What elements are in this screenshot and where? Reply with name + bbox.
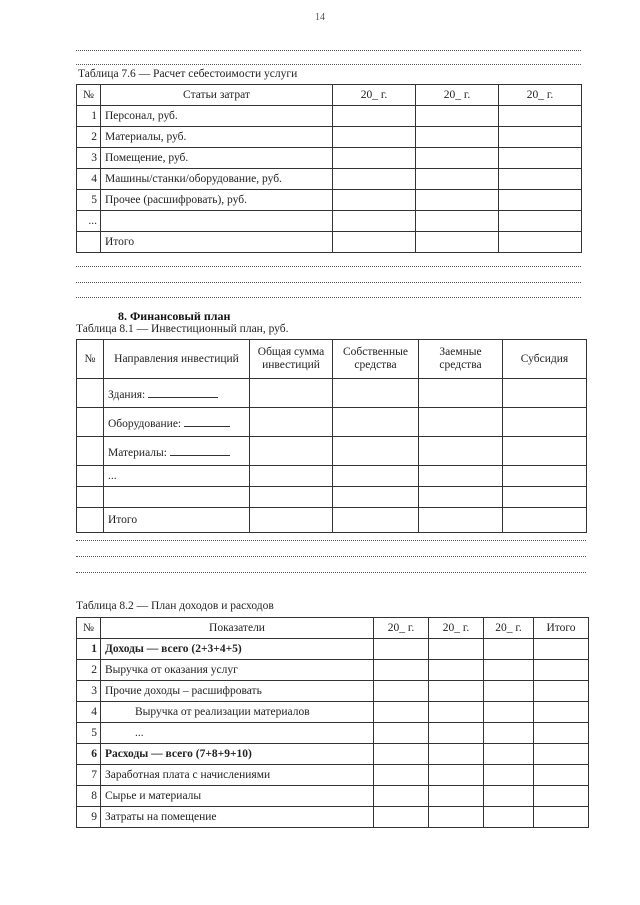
row-label[interactable]: ... (101, 723, 374, 744)
row-label: Персонал, руб. (101, 106, 333, 127)
input-cell[interactable] (534, 807, 589, 828)
row-label-text: Оборудование: (108, 417, 182, 430)
col-header-number: № (77, 340, 104, 379)
input-cell[interactable] (429, 660, 484, 681)
input-cell[interactable] (499, 232, 582, 253)
fill-line (76, 556, 586, 557)
table-row (77, 807, 589, 828)
row-label: Выручка от реализации материалов (101, 702, 374, 723)
input-cell[interactable] (250, 408, 333, 437)
col-header-total: Итого (534, 618, 589, 639)
row-number: 2 (77, 127, 101, 148)
input-cell[interactable] (374, 765, 429, 786)
fill-line (76, 266, 581, 267)
input-cell[interactable] (503, 508, 587, 533)
input-cell[interactable] (484, 765, 534, 786)
input-cell[interactable] (503, 379, 587, 408)
row-number: 4 (77, 702, 101, 723)
row-number: 6 (77, 744, 101, 765)
input-cell[interactable] (250, 508, 333, 533)
row-label-text: Материалы: (108, 446, 167, 459)
row-label[interactable]: ... (104, 466, 250, 487)
table-row (77, 379, 587, 408)
table-row-total (77, 508, 587, 533)
input-cell[interactable] (416, 106, 499, 127)
input-cell[interactable] (429, 681, 484, 702)
col-header-investment-directions: Направления инвестиций (104, 340, 250, 379)
table-row (77, 639, 589, 660)
row-label: Заработная плата с начислениями (101, 765, 374, 786)
row-label[interactable] (101, 211, 333, 232)
fill-line (76, 540, 586, 541)
blank-line[interactable] (184, 415, 230, 427)
row-label: Помещение, руб. (101, 148, 333, 169)
row-number: 5 (77, 190, 101, 211)
input-cell[interactable] (333, 106, 416, 127)
input-cell[interactable] (333, 508, 419, 533)
row-number: 9 (77, 807, 101, 828)
row-number: 7 (77, 765, 101, 786)
input-cell[interactable] (333, 211, 416, 232)
table-row (77, 744, 589, 765)
input-cell[interactable] (333, 148, 416, 169)
row-number: 2 (77, 660, 101, 681)
input-cell[interactable] (374, 744, 429, 765)
input-cell[interactable] (499, 190, 582, 211)
input-cell[interactable] (534, 765, 589, 786)
table-8-2-caption: Таблица 8.2 — План доходов и расходов (76, 600, 274, 612)
row-number: 8 (77, 786, 101, 807)
input-cell[interactable] (416, 232, 499, 253)
section-heading: 8. Финансовый план (118, 309, 231, 323)
input-cell[interactable] (333, 466, 419, 487)
row-label: Прочие доходы – расшифровать (101, 681, 374, 702)
input-cell[interactable] (250, 379, 333, 408)
input-cell[interactable] (419, 437, 503, 466)
row-number (77, 466, 104, 487)
input-cell[interactable] (484, 639, 534, 660)
fill-line (76, 282, 581, 283)
table-header-row (77, 618, 589, 639)
col-header-number: № (77, 85, 101, 106)
row-label: Сырье и материалы (101, 786, 374, 807)
input-cell[interactable] (374, 723, 429, 744)
table-row (77, 487, 587, 508)
input-cell[interactable] (374, 639, 429, 660)
row-label (104, 437, 250, 466)
input-cell[interactable] (499, 169, 582, 190)
input-cell[interactable] (419, 487, 503, 508)
table-header-row (77, 85, 582, 106)
input-cell[interactable] (333, 232, 416, 253)
input-cell[interactable] (416, 211, 499, 232)
input-cell[interactable] (333, 379, 419, 408)
input-cell[interactable] (416, 127, 499, 148)
input-cell[interactable] (419, 508, 503, 533)
col-header-cost-items: Статьи затрат (101, 85, 333, 106)
input-cell[interactable] (250, 487, 333, 508)
row-label: Выручка от оказания услуг (101, 660, 374, 681)
input-cell[interactable] (484, 807, 534, 828)
row-label: Итого (104, 508, 250, 533)
input-cell[interactable] (374, 786, 429, 807)
table-7-6-caption: Таблица 7.6 — Расчет себестоимости услуги (78, 68, 298, 80)
col-header-indicators: Показатели (101, 618, 374, 639)
input-cell[interactable] (429, 639, 484, 660)
row-number: ... (77, 211, 101, 232)
col-header-subsidy: Субсидия (503, 340, 587, 379)
input-cell[interactable] (484, 744, 534, 765)
input-cell[interactable] (499, 211, 582, 232)
table-8-2 (76, 617, 589, 828)
input-cell[interactable] (429, 702, 484, 723)
fill-line (76, 50, 581, 51)
table-row (77, 106, 582, 127)
input-cell[interactable] (333, 190, 416, 211)
row-number (77, 437, 104, 466)
input-cell[interactable] (333, 437, 419, 466)
table-row (77, 408, 587, 437)
col-header-year: 20_ г. (416, 85, 499, 106)
input-cell[interactable] (429, 807, 484, 828)
blank-line[interactable] (170, 444, 230, 456)
table-row (77, 169, 582, 190)
col-header-total-investment: Общая сумма инвестиций (250, 340, 333, 379)
table-8-1-caption: Таблица 8.1 — Инвестиционный план, руб. (76, 323, 289, 335)
input-cell[interactable] (484, 723, 534, 744)
input-cell[interactable] (374, 660, 429, 681)
input-cell[interactable] (429, 744, 484, 765)
input-cell[interactable] (499, 127, 582, 148)
input-cell[interactable] (429, 723, 484, 744)
table-row (77, 702, 589, 723)
input-cell[interactable] (419, 408, 503, 437)
input-cell[interactable] (534, 744, 589, 765)
table-row (77, 190, 582, 211)
row-number: 3 (77, 148, 101, 169)
fill-line (76, 64, 581, 65)
input-cell[interactable] (416, 148, 499, 169)
row-label-text: Здания: (108, 388, 146, 401)
table-row (77, 148, 582, 169)
table-header-row (77, 340, 587, 379)
input-cell[interactable] (374, 702, 429, 723)
row-number: 1 (77, 639, 101, 660)
input-cell[interactable] (333, 169, 416, 190)
row-label: Доходы — всего (2+3+4+5) (101, 639, 374, 660)
col-header-year: 20_ г. (429, 618, 484, 639)
table-row (77, 723, 589, 744)
input-cell[interactable] (499, 148, 582, 169)
input-cell[interactable] (484, 660, 534, 681)
input-cell[interactable] (484, 702, 534, 723)
col-header-number: № (77, 618, 101, 639)
table-row (77, 466, 587, 487)
page-number: 14 (315, 12, 325, 23)
row-number (77, 232, 101, 253)
input-cell[interactable] (534, 639, 589, 660)
col-header-year: 20_ г. (333, 85, 416, 106)
input-cell[interactable] (333, 127, 416, 148)
input-cell[interactable] (503, 437, 587, 466)
table-row (77, 127, 582, 148)
table-row (77, 211, 582, 232)
col-header-year: 20_ г. (374, 618, 429, 639)
table-row (77, 786, 589, 807)
row-label: Прочее (расшифровать), руб. (101, 190, 333, 211)
row-label: Итого (101, 232, 333, 253)
input-cell[interactable] (333, 487, 419, 508)
fill-line (76, 297, 581, 298)
input-cell[interactable] (250, 466, 333, 487)
table-row (77, 765, 589, 786)
row-label (104, 379, 250, 408)
row-number: 4 (77, 169, 101, 190)
table-row-total (77, 232, 582, 253)
table-row (77, 660, 589, 681)
row-label: Материалы, руб. (101, 127, 333, 148)
input-cell[interactable] (484, 786, 534, 807)
input-cell[interactable] (503, 466, 587, 487)
col-header-year: 20_ г. (484, 618, 534, 639)
row-number (77, 379, 104, 408)
input-cell[interactable] (416, 190, 499, 211)
input-cell[interactable] (419, 379, 503, 408)
input-cell[interactable] (416, 169, 499, 190)
input-cell[interactable] (534, 723, 589, 744)
table-8-1 (76, 339, 587, 533)
col-header-year: 20_ г. (499, 85, 582, 106)
row-number: 3 (77, 681, 101, 702)
input-cell[interactable] (534, 660, 589, 681)
input-cell[interactable] (429, 765, 484, 786)
input-cell[interactable] (250, 437, 333, 466)
input-cell[interactable] (333, 408, 419, 437)
table-row (77, 681, 589, 702)
input-cell[interactable] (419, 466, 503, 487)
input-cell[interactable] (429, 786, 484, 807)
row-label[interactable] (104, 487, 250, 508)
fill-line (76, 572, 586, 573)
input-cell[interactable] (499, 106, 582, 127)
row-number: 5 (77, 723, 101, 744)
table-row (77, 437, 587, 466)
blank-line[interactable] (148, 386, 218, 398)
input-cell[interactable] (534, 786, 589, 807)
row-number: 1 (77, 106, 101, 127)
row-label: Машины/станки/оборудование, руб. (101, 169, 333, 190)
input-cell[interactable] (484, 681, 534, 702)
row-label (104, 408, 250, 437)
input-cell[interactable] (534, 702, 589, 723)
row-label: Затраты на помещение (101, 807, 374, 828)
input-cell[interactable] (503, 408, 587, 437)
input-cell[interactable] (374, 681, 429, 702)
row-number (77, 487, 104, 508)
col-header-borrowed-funds: Заемные средства (419, 340, 503, 379)
row-number (77, 408, 104, 437)
input-cell[interactable] (534, 681, 589, 702)
input-cell[interactable] (503, 487, 587, 508)
input-cell[interactable] (374, 807, 429, 828)
row-label: Расходы — всего (7+8+9+10) (101, 744, 374, 765)
col-header-own-funds: Собственные средства (333, 340, 419, 379)
row-number (77, 508, 104, 533)
table-7-6 (76, 84, 582, 253)
